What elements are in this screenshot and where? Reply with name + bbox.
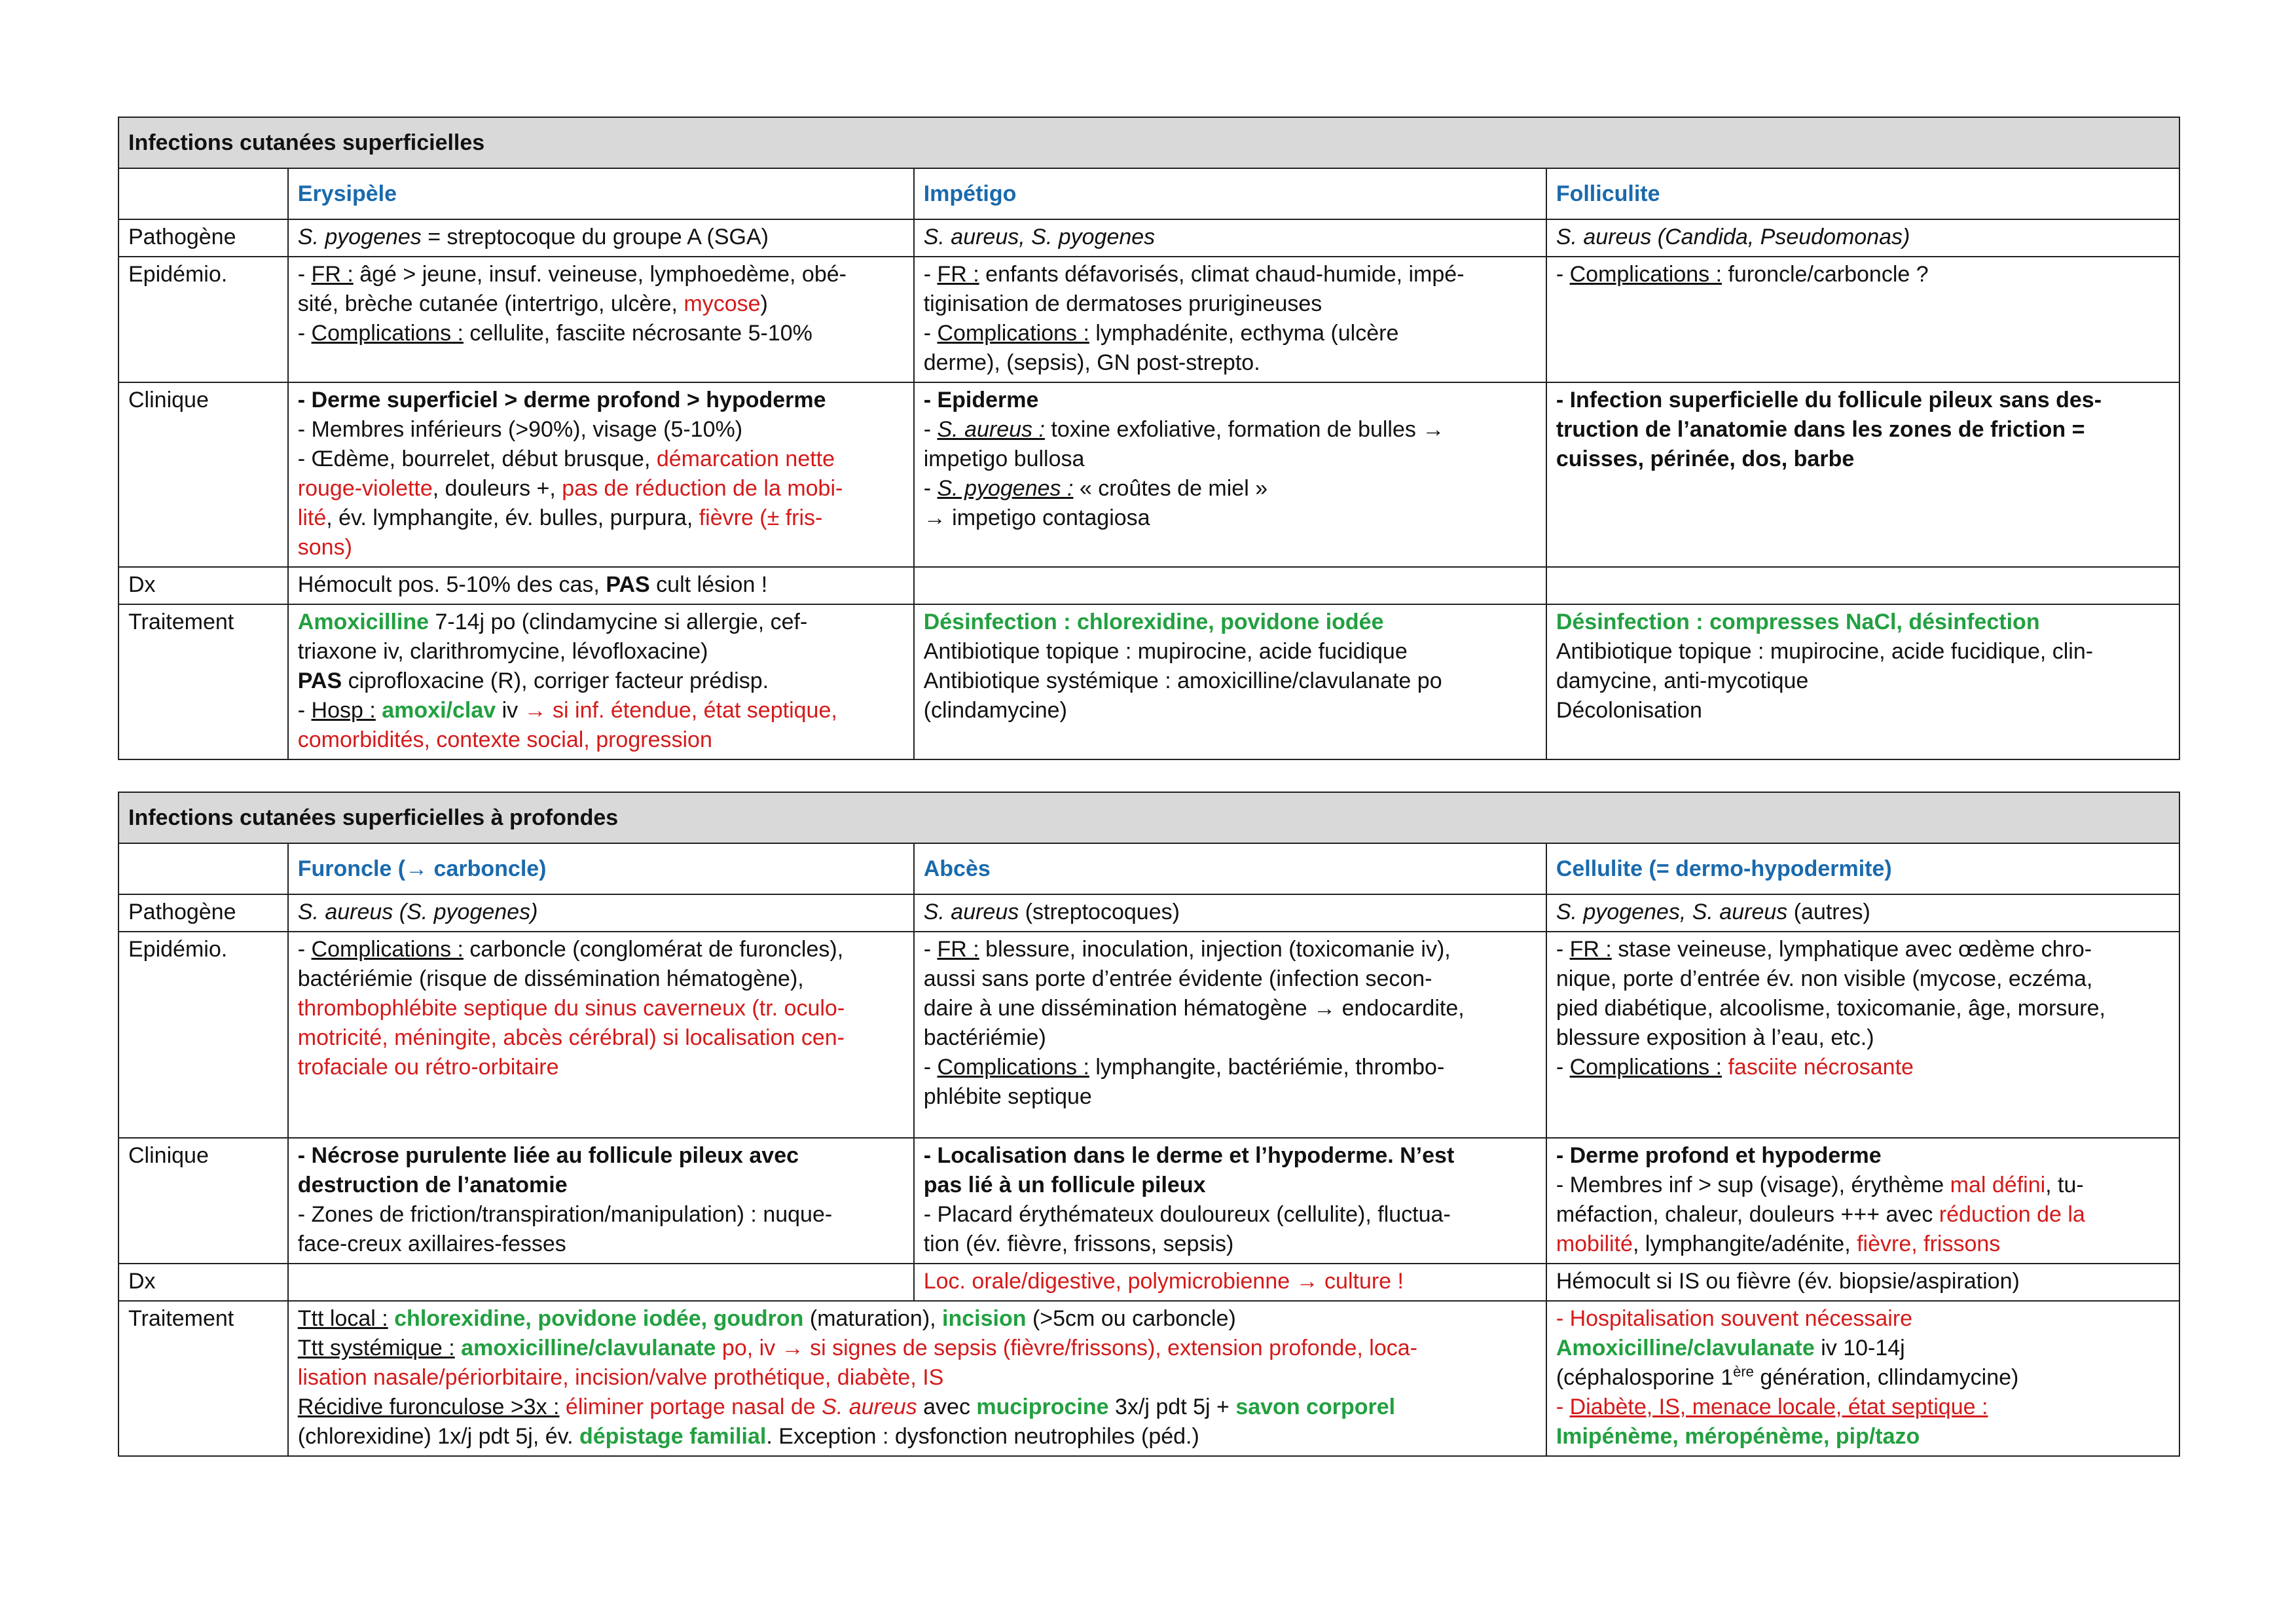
header-abces: Abcès [914, 843, 1546, 894]
row-label: Dx [118, 567, 288, 604]
cell: Désinfection : chlorexidine, povidone iodée Antibiotique topique : mupirocine, acide fucidique Antibiotique systémique : amoxicilline/clavulanate po (clindamycine) [914, 604, 1546, 759]
header-empty [118, 843, 288, 894]
cell: - FR : âgé > jeune, insuf. veineuse, lymphoedème, obé- sité, brèche cutanée (intertrigo, ulcère, mycose) - Complications : cellulite, fasciite nécrosante 5-10% [288, 257, 914, 382]
row-traitement [118, 604, 2179, 759]
row-label: Dx [118, 1264, 288, 1301]
row-epidemio [118, 932, 2179, 1138]
cell: S. aureus (streptocoques) [914, 894, 1546, 932]
row-label: Pathogène [118, 219, 288, 257]
cell: - Epiderme - S. aureus : toxine exfoliative, formation de bulles → impetigo bullosa - S. pyogenes : « croûtes de miel » → impetigo contagiosa [914, 382, 1546, 567]
cell: Hémocult si IS ou fièvre (év. biopsie/aspiration) [1546, 1264, 2179, 1301]
header-empty [118, 168, 288, 219]
row-dx [118, 567, 2179, 604]
table-title: Infections cutanées superficielles à profondes [118, 792, 2179, 843]
row-epidemio [118, 257, 2179, 382]
cell: Désinfection : compresses NaCl, désinfection Antibiotique topique : mupirocine, acide fucidique, clin- damycine, anti-mycotique Décolonisation [1546, 604, 2179, 759]
cell [288, 1264, 914, 1301]
cell: S. aureus (Candida, Pseudomonas) [1546, 219, 2179, 257]
row-label: Clinique [118, 1138, 288, 1264]
header-impetigo: Impétigo [914, 168, 1546, 219]
cell: S. pyogenes = streptocoque du groupe A (SGA) [288, 219, 914, 257]
cell: Ttt local : chlorexidine, povidone iodée, goudron (maturation), incision (>5cm ou carboncle) Ttt systémique : amoxicilline/clavulanate po, iv → si signes de sepsis (fièvre/frissons), extension profonde, loca- lisation nasale/périorbitaire, incision/valve prothétique, diabète, IS Récidive furonculose >3x : éliminer portage nasal de S. aureus avec muciprocine 3x/j pdt 5j + savon corporel (chlorexidine) 1x/j pdt 5j, év. dépistage familial. Exception : dysfonction neutrophiles (péd.) [288, 1301, 1546, 1456]
header-furoncle: Furoncle (→ carboncle) [288, 843, 914, 894]
cell: Loc. orale/digestive, polymicrobienne → culture ! [914, 1264, 1546, 1301]
cell: - Localisation dans le derme et l’hypoderme. N’est pas lié à un follicule pileux - Placard érythémateux douloureux (cellulite), fluctua- tion (év. fièvre, frissons, sepsis) [914, 1138, 1546, 1264]
cell: - FR : enfants défavorisés, climat chaud-humide, impé- tiginisation de dermatoses prurigineuses - Complications : lymphadénite, ecthyma (ulcère derme), (sepsis), GN post-strepto. [914, 257, 1546, 382]
row-pathogene [118, 219, 2179, 257]
cell: Hémocult pos. 5-10% des cas, PAS cult lésion ! [288, 567, 914, 604]
row-label: Pathogène [118, 894, 288, 932]
table-superficial-infections [118, 117, 2180, 760]
cell: - Derme profond et hypoderme - Membres inf > sup (visage), érythème mal défini, tu- méfaction, chaleur, douleurs +++ avec réduction de la mobilité, lymphangite/adénite, fièvre, frissons [1546, 1138, 2179, 1264]
row-label: Epidémio. [118, 932, 288, 1138]
cell: - Complications : furoncle/carboncle ? [1546, 257, 2179, 382]
cell: - Hospitalisation souvent nécessaire Amoxicilline/clavulanate iv 10-14j (céphalosporine 1ère génération, cllindamycine) - Diabète, IS, menace locale, état septique : Imipénème, méropénème, pip/tazo [1546, 1301, 2179, 1456]
table-title: Infections cutanées superficielles [118, 117, 2179, 168]
cell: Amoxicilline 7-14j po (clindamycine si allergie, cef- triaxone iv, clarithromycine, lévofloxacine) PAS ciprofloxacine (R), corriger facteur prédisp. - Hosp : amoxi/clav iv → si inf. étendue, état septique, comorbidités, contexte social, progression [288, 604, 914, 759]
cell: - Nécrose purulente liée au follicule pileux avec destruction de l’anatomie - Zones de friction/transpiration/manipulation) : nuque- face-creux axillaires-fesses [288, 1138, 914, 1264]
header-erysipele: Erysipèle [288, 168, 914, 219]
row-traitement [118, 1301, 2179, 1456]
cell: - FR : stase veineuse, lymphatique avec œdème chro- nique, porte d’entrée év. non visible (mycose, eczéma, pied diabétique, alcoolisme, toxicomanie, âge, morsure, blessure exposition à l’eau, etc.) - Complications : fasciite nécrosante [1546, 932, 2179, 1138]
cell: - FR : blessure, inoculation, injection (toxicomanie iv), aussi sans porte d’entrée évidente (infection secon- daire à une dissémination hématogène → endocardite, bactériémie) - Complications : lymphangite, bactériémie, thrombo- phlébite septique [914, 932, 1546, 1138]
row-clinique [118, 1138, 2179, 1264]
row-label: Clinique [118, 382, 288, 567]
cell: - Complications : carboncle (conglomérat de furoncles), bactériémie (risque de dissémination hématogène), thrombophlébite septique du sinus caverneux (tr. oculo- motricité, méningite, abcès cérébral) si localisation cen- trofaciale ou rétro-orbitaire [288, 932, 914, 1138]
cell: S. pyogenes, S. aureus (autres) [1546, 894, 2179, 932]
row-dx [118, 1264, 2179, 1301]
cell: - Derme superficiel > derme profond > hypoderme - Membres inférieurs (>90%), visage (5-10%) - Œdème, bourrelet, début brusque, démarcation nette rouge-violette, douleurs +, pas de réduction de la mobi- lité, év. lymphangite, év. bulles, purpura, fièvre (± fris- sons) [288, 382, 914, 567]
row-label: Traitement [118, 1301, 288, 1456]
row-label: Traitement [118, 604, 288, 759]
header-folliculite: Folliculite [1546, 168, 2179, 219]
cell: - Infection superficielle du follicule pileux sans des- truction de l’anatomie dans les zones de friction = cuisses, périnée, dos, barbe [1546, 382, 2179, 567]
cell [1546, 567, 2179, 604]
document [118, 117, 2180, 1457]
row-label: Epidémio. [118, 257, 288, 382]
cell: S. aureus (S. pyogenes) [288, 894, 914, 932]
row-clinique [118, 382, 2179, 567]
row-pathogene [118, 894, 2179, 932]
cell [914, 567, 1546, 604]
cell: S. aureus, S. pyogenes [914, 219, 1546, 257]
table-superficial-to-deep-infections [118, 792, 2180, 1457]
header-cellulite: Cellulite (= dermo-hypodermite) [1546, 843, 2179, 894]
